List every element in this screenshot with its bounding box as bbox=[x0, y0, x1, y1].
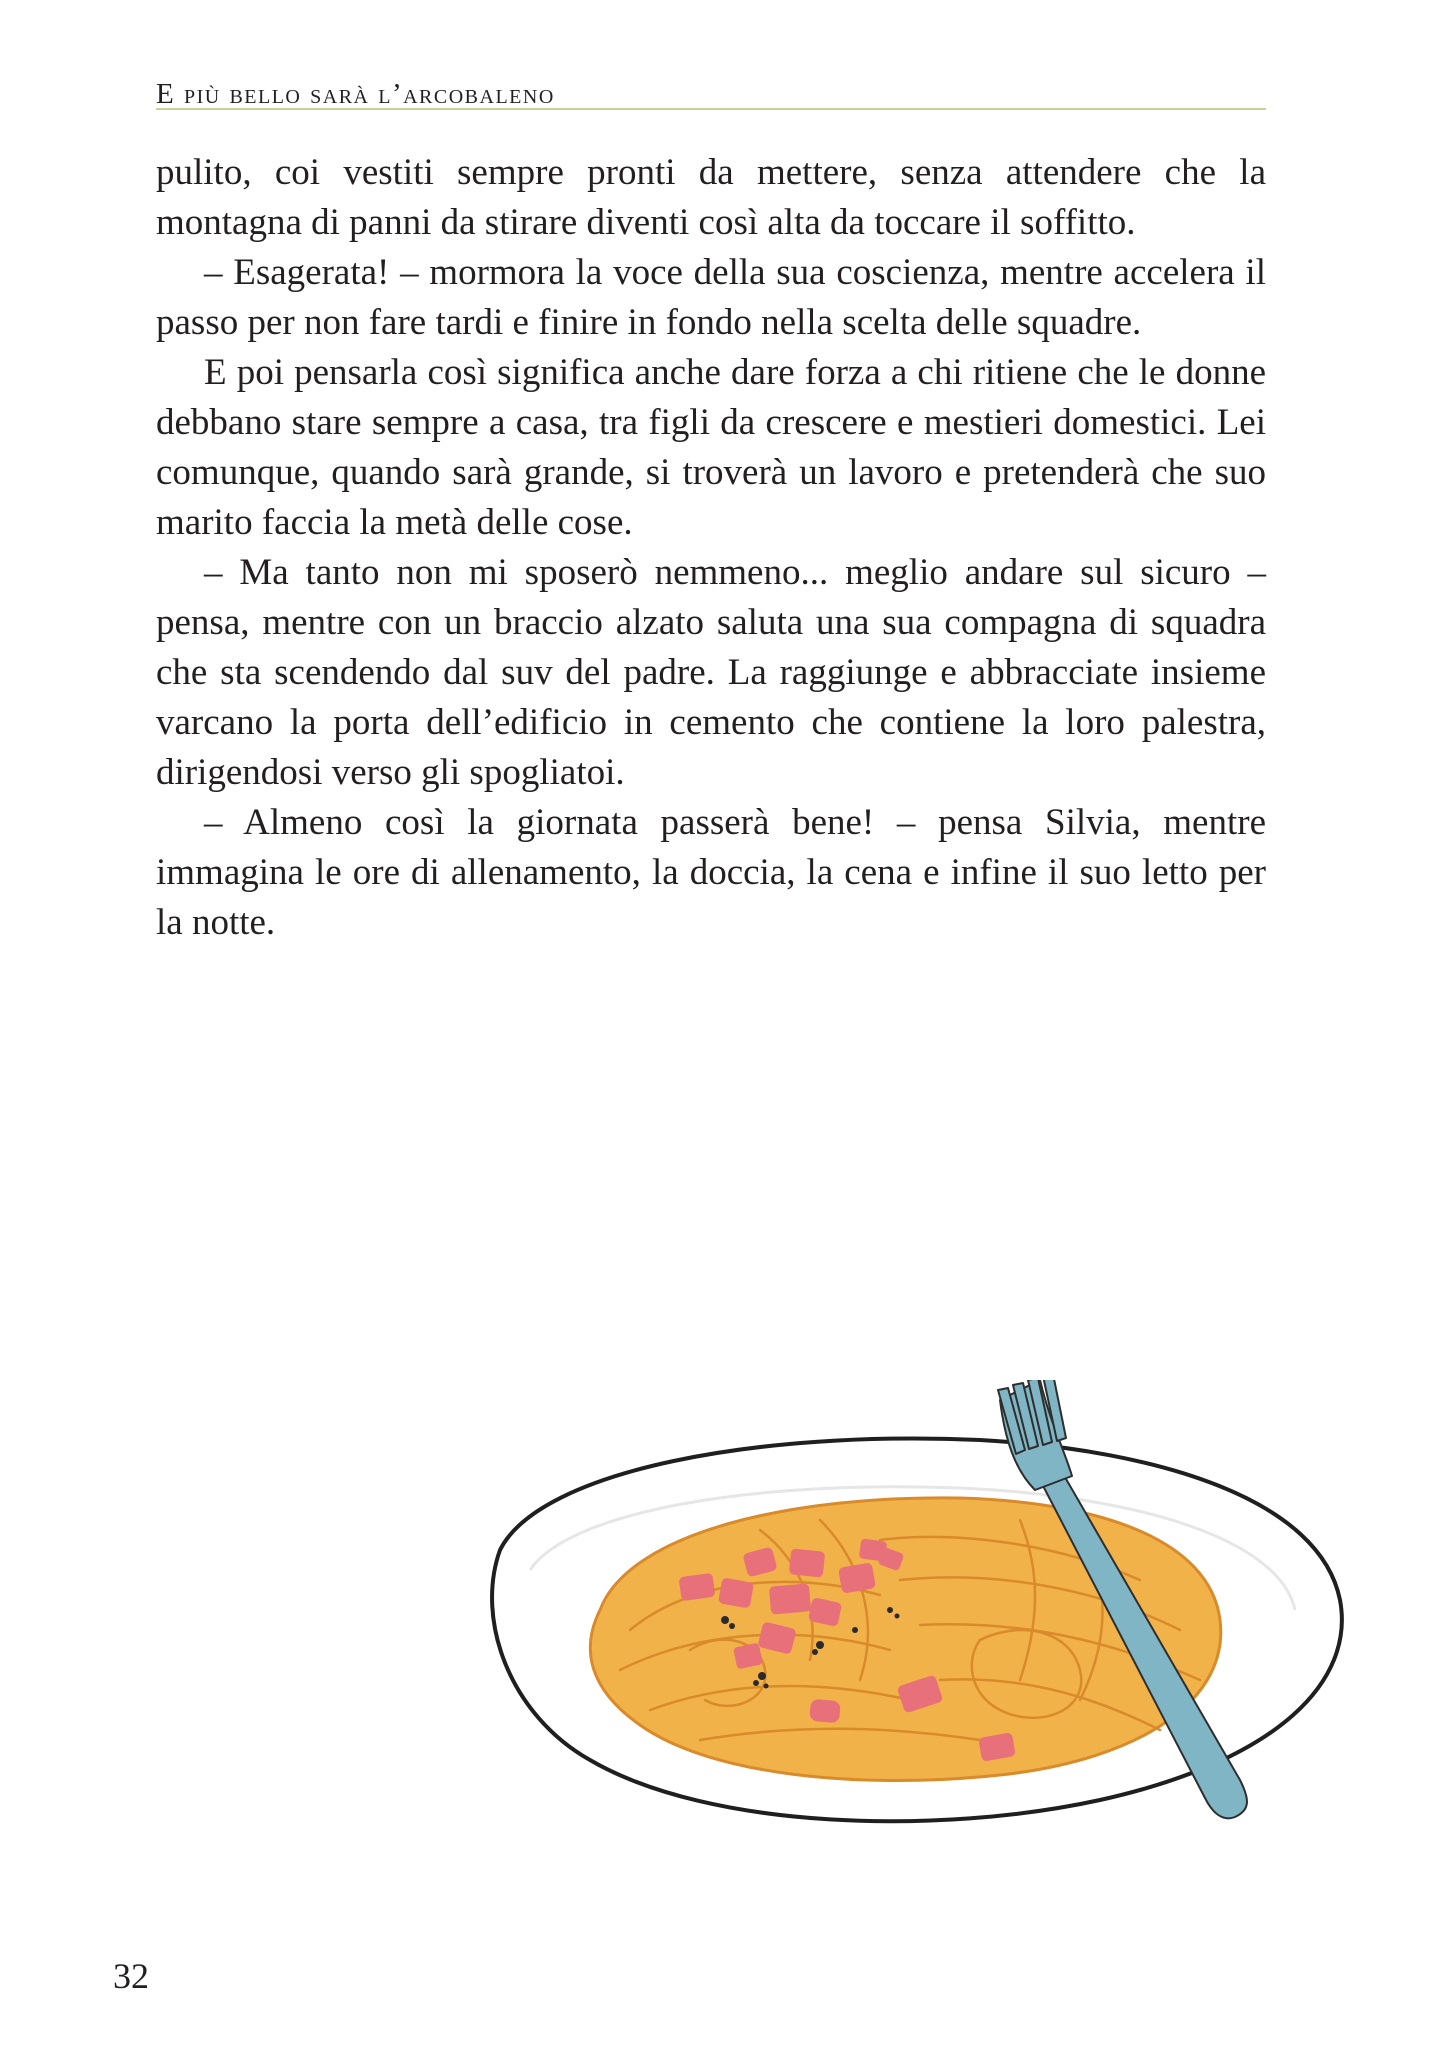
paragraph: – Esagerata! – mormora la voce della sua coscienza, mentre accelera il passo per non fare tardi e finire in fondo nella scelta delle squadre. bbox=[156, 252, 1266, 343]
paragraph: pulito, coi vestiti sempre pronti da mettere, senza attendere che la montagna di panni da stirare diventi così alta da toccare il soffitto. bbox=[156, 152, 1266, 243]
running-header bbox=[156, 70, 1266, 110]
body-text bbox=[156, 148, 1266, 948]
paragraph: – Ma tanto non mi sposerò nemmeno... meglio andare sul sicuro – pensa, mentre con un braccio alzato saluta una sua compagna di squadra che sta scendendo dal suv del padre. La raggiunge e abbracciate insieme varcano la porta dell’edificio in cemento che contiene la loro palestra, dirigendosi verso gli spogliatoi. bbox=[156, 552, 1266, 793]
plate-of-spaghetti-carbonara-with-fork-icon bbox=[460, 1380, 1380, 1900]
paragraph: E poi pensarla così significa anche dare forza a chi ritiene che le donne debbano stare sempre a casa, tra figli da crescere e mestieri domestici. Lei comunque, quando sarà grande, si troverà un lavoro e pretenderà che suo marito faccia la metà delle cose. bbox=[156, 352, 1266, 543]
running-title: E più bello sarà l’arcobaleno bbox=[156, 78, 555, 110]
paragraph: – Almeno così la giornata passerà bene! – pensa Silvia, mentre immagina le ore di allenamento, la doccia, la cena e infine il suo letto per la notte. bbox=[156, 802, 1266, 943]
page-number: 32 bbox=[113, 1956, 149, 1996]
